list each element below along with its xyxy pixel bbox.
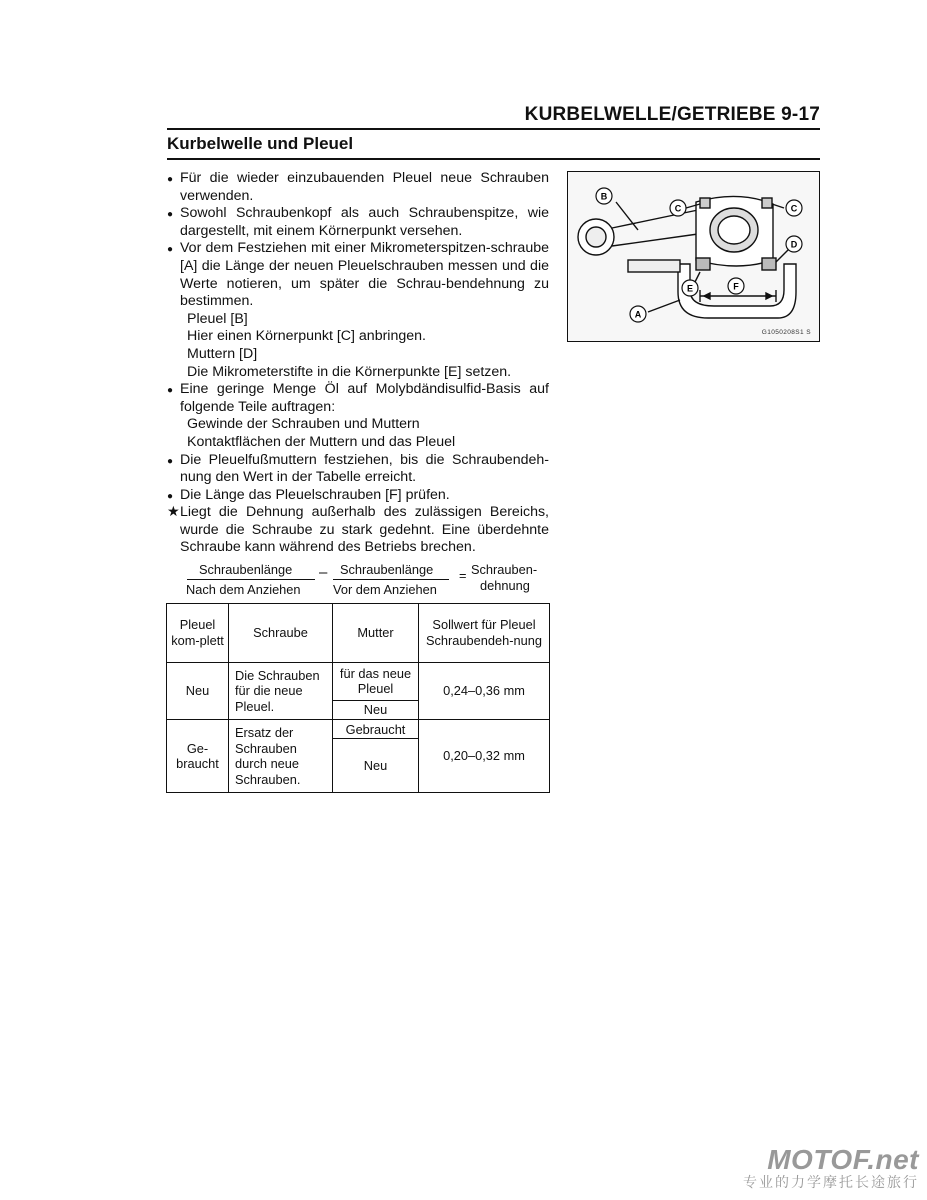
figure-code: G1050208S1 S	[761, 329, 811, 336]
connecting-rod-illustration	[568, 172, 818, 340]
cell-mutter: Neu	[333, 701, 419, 720]
cell-schraube: Ersatz der Schrauben durch neue Schrauben.	[229, 720, 333, 793]
list-item	[167, 452, 549, 487]
sub-item: Pleuel [B]	[187, 310, 248, 327]
formula-result-bottom: dehnung	[480, 578, 530, 593]
connecting-rod-figure	[567, 171, 820, 342]
header-schraube: Schraube	[229, 604, 333, 663]
formula-minus: –	[319, 564, 328, 581]
callout-c-right: C	[790, 203, 798, 214]
section-title: Kurbelwelle und Pleuel	[167, 134, 354, 153]
list-item-warning	[167, 504, 549, 557]
callout-f: F	[733, 281, 739, 292]
bullet-dot-icon: ●	[167, 490, 174, 502]
header-rule-bottom	[167, 158, 820, 160]
callout-a: A	[634, 309, 642, 320]
star-icon: ★	[167, 504, 180, 521]
list-item	[167, 487, 549, 505]
fraction-line-2	[333, 579, 449, 580]
sub-item: Kontaktflächen der Muttern und das Pleuel	[187, 433, 456, 450]
formula-denominator-2: Vor dem Anziehen	[333, 582, 437, 597]
callout-d: D	[790, 239, 798, 250]
instruction-list	[167, 170, 549, 557]
stretch-formula	[167, 562, 549, 602]
header-mutter: Mutter	[333, 604, 419, 663]
chapter-title: KURBELWELLE/GETRIEBE 9-17	[524, 104, 820, 125]
instruction-text: Liegt die Dehnung außerhalb des zulässigen Bereichs, wurde die Schraube zu stark gedehnt. Eine überdehnte Schraube kann während des Betriebs brechen.	[180, 504, 549, 556]
instruction-text: Die Länge das Pleuelschrauben [F] prüfen.	[180, 486, 450, 503]
callout-e: E	[686, 283, 694, 294]
cell-mutter: Neu	[333, 739, 419, 793]
bullet-dot-icon: ●	[167, 209, 174, 221]
table-row	[167, 662, 550, 700]
cell-schraube: Die Schrauben für die neue Pleuel.	[229, 662, 333, 720]
formula-result-top: Schrauben-	[471, 562, 538, 577]
cell-sollwert: 0,24–0,36 mm	[419, 662, 550, 720]
instruction-text: Sowohl Schraubenkopf als auch Schraubenspitze, wie dargestellt, mit einem Körnerpunkt versehen.	[180, 205, 549, 239]
sub-item: Hier einen Körnerpunkt [C] anbringen.	[187, 328, 426, 345]
formula-denominator-1: Nach dem Anziehen	[186, 582, 301, 597]
formula-numerator-1: Schraubenlänge	[199, 562, 293, 577]
formula-equals: =	[459, 568, 467, 583]
bullet-dot-icon: ●	[167, 455, 174, 467]
bullet-dot-icon: ●	[167, 174, 174, 185]
cell-mutter: für das neue Pleuel	[333, 662, 419, 700]
callout-c-left: C	[674, 203, 682, 214]
list-item	[167, 381, 549, 416]
sub-item: Muttern [D]	[187, 345, 258, 362]
sub-item: Die Mikrometerstifte in die Körnerpunkte [E] setzen.	[187, 363, 512, 380]
bullet-dot-icon: ●	[167, 244, 174, 256]
bullet-dot-icon: ●	[167, 385, 174, 397]
formula-numerator-2: Schraubenlänge	[340, 562, 434, 577]
cell-pleuel: Neu	[167, 662, 229, 720]
watermark	[743, 1146, 919, 1190]
sub-item: Gewinde der Schrauben und Muttern	[187, 416, 420, 433]
header-rule-top	[167, 128, 820, 130]
bolt-stretch-table	[166, 603, 550, 793]
fraction-line-1	[187, 579, 315, 580]
header-pleuel: Pleuel kom-plett	[167, 604, 229, 663]
cell-sollwert: 0,20–0,32 mm	[419, 720, 550, 793]
callout-b: B	[600, 191, 608, 202]
instruction-text: Für die wieder einzubauenden Pleuel neue Schrauben verwenden.	[180, 170, 549, 204]
cell-pleuel: Ge-braucht	[167, 720, 229, 793]
list-item	[167, 240, 549, 310]
table-row	[167, 720, 550, 739]
list-item	[167, 205, 549, 240]
instruction-text: Die Pleuelfußmuttern festziehen, bis die Schraubendeh-nung den Wert in der Tabelle erreicht.	[180, 451, 549, 486]
header-sollwert: Sollwert für Pleuel Schraubendeh-nung	[419, 604, 550, 663]
table-header-row	[167, 604, 550, 663]
watermark-slogan: 专业的力学摩托长途旅行	[743, 1174, 919, 1190]
list-item	[167, 170, 549, 205]
cell-mutter: Gebraucht	[333, 720, 419, 739]
instruction-text: Eine geringe Menge Öl auf Molybdändisulfid-Basis auf folgende Teile auftragen:	[180, 381, 549, 415]
instruction-text: Vor dem Festziehen mit einer Mikrometerspitzen-schraube [A] die Länge der neuen Pleuelschrauben messen und die Werte notieren, um später die Schrau-bendehnung zu bestimmen.	[180, 240, 549, 310]
watermark-brand: MOTOF.net	[767, 1144, 919, 1175]
